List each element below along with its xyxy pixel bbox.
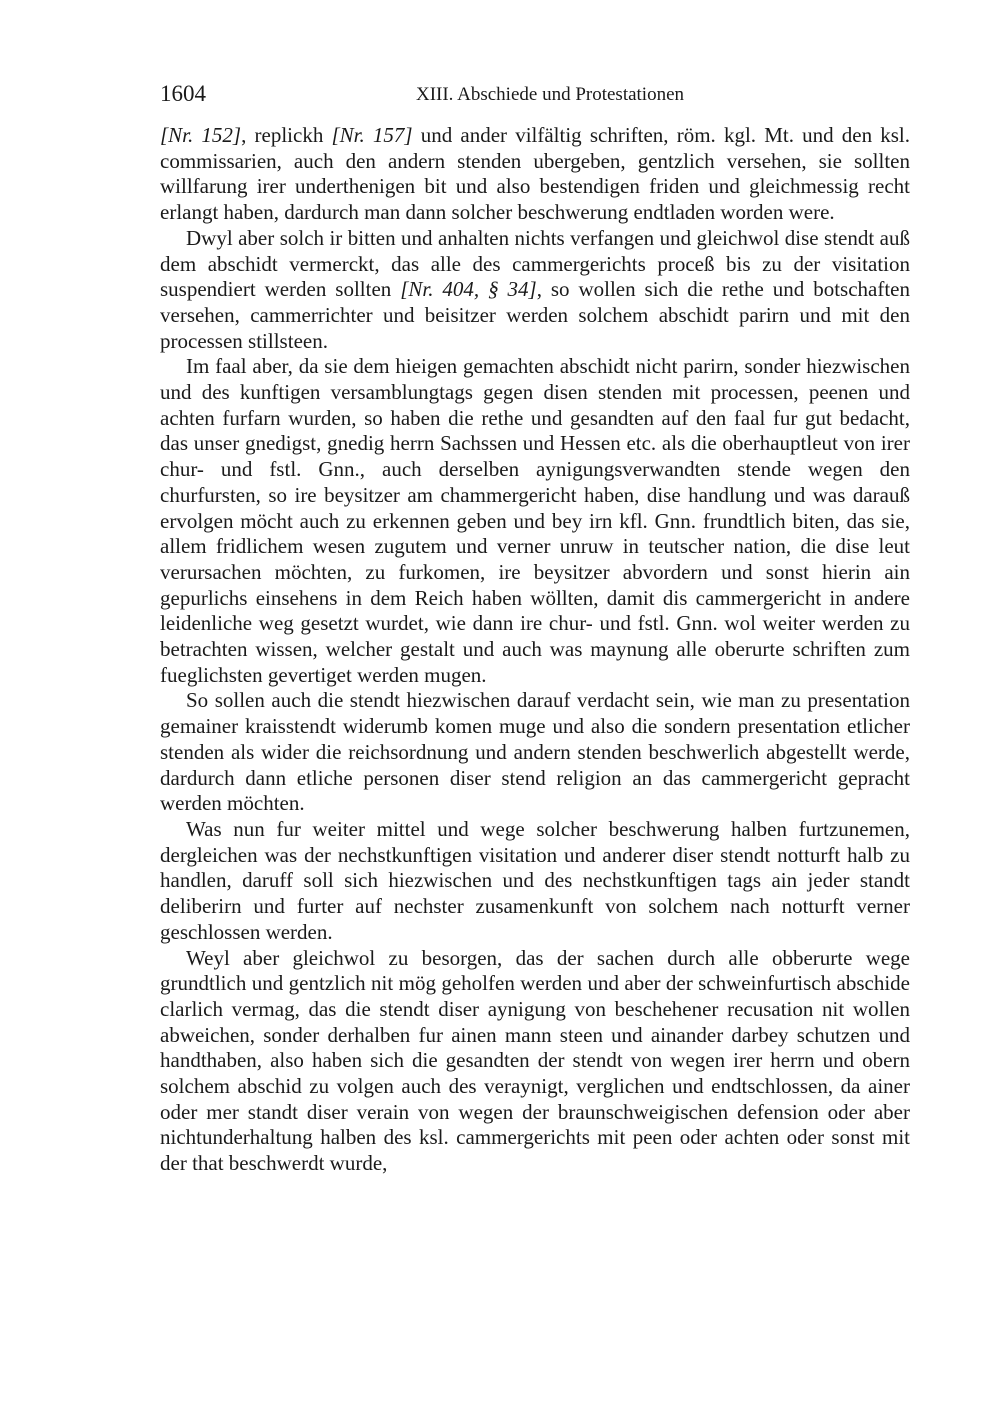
paragraph-2-text-b: , so wollen sich die rethe und botschaften versehen, cammerrichter und beisitzer werden solchem abschidt parirn und mit den processen stillsteen. — [160, 277, 910, 353]
reference-nr-152: [Nr. 152] — [160, 123, 242, 147]
paragraph-1 — [160, 123, 910, 226]
paragraph-4: So sollen auch die stendt hiezwischen darauf verdacht sein, wie man zu presentation gemainer kraisstendt widerumb komen muge und also die sondern presentation etlicher stenden als wider die reichsordnung und andern stenden beschwerlich abgestellt werde, dardurch dann etliche personen diser stend religion an das cammergericht gepracht werden möchten. — [160, 688, 910, 816]
paragraph-3: Im faal aber, da sie dem hieigen gemachten abschidt nicht parirn, sonder hiezwischen und des kunftigen versamblungtags gegen disen stenden mit processen, peenen und achten furfarn wurden, so haben die rethe und gesandten auf den faal fur gut bedacht, das unser gnedigst, gnedig herrn Sachssen und Hessen etc. als die oberhauptleut von irer chur- und fstl. Gnn., auch derselben aynigungsverwandten stende wegen den churfursten, so ire beysitzer am chammergericht haben, dise handlung und was darauß ervolgen möcht auch zu erkennen geben und bey irn kfl. Gnn. frundtlich biten, das sie, allem fridlichem wesen zugutem und verner unruw in teutscher nation, die dise leut verursachen möchten, zu furkomen, ire beysitzer abvordern und sonst hierin ain gepurlichs einsehens in dem Reich haben wöllten, damit dis cammergericht in andere leidenliche weg gesetzt wurdet, wie dann ire chur- und fstl. Gnn. wol weiter werden zu betrachten wissen, welcher gestalt und auch was maynung alle oberurte schriften zum fueglichsten gevertiget werden mugen. — [160, 354, 910, 687]
page-number: 1604 — [160, 81, 206, 106]
paragraph-2-text-a: Dwyl aber solch ir bitten und anhalten nichts verfangen und gleichwol dise stendt auß dem abschidt vermerckt, das alle des cammergerichts proceß bis zu der visitation suspendiert werden sollten — [160, 225, 910, 302]
reference-nr-404: [Nr. 404, § 34] — [400, 277, 537, 302]
page-header — [160, 80, 910, 110]
paragraph-5: Was nun fur weiter mittel und wege solcher beschwerung halben furtzunemen, dergleichen was der nechstkunftigen visitation und anderer diser stendt notturft halb zu handlen, daruff soll sich hiezwischen und des nechstkunftigen tags ain jeder standt deliberirn und furter auf nechster zusamenkunft von solchem nach notturft verner geschlossen werden. — [160, 816, 910, 944]
paragraph-6: Weyl aber gleichwol zu besorgen, das der sachen durch alle obberurte wege grundtlich und gentzlich nit mög geholfen werden und aber der schweinfurtisch abschide clarlich vermag, das die stendt diser aynigung von beschehener recusation nit wollen abweichen, sonder derhalben fur ainen mann steen und ainander darbey schutzen und handthaben, also haben sich die gesandten der stendt von wegen irer herrn und obern solchem abschid zu volgen auch des veraynigt, verglichen und endtschlossen, da ainer oder mer standt diser verain von wegen der braunschweigischen defension oder aber nichtunderhaltung halben des ksl. cammergerichts mit peen oder achten oder sonst mit der that beschwerdt wurde, — [160, 945, 910, 1176]
body-text — [160, 123, 910, 1177]
paragraph-1-text-b: und ander vilfältig schriften, röm. kgl. Mt. und den ksl. commissarien, auch den andern stenden ubergeben, gentzlich versehen, sie sollten willfarung irer underthenigen bit und also bestendigen friden und gleichmessig recht erlangt haben, dardurch man dann solcher beschwerung endtladen worden were. — [160, 123, 910, 225]
running-title: XIII. Abschiede und Protestationen — [415, 84, 685, 105]
paragraph-1-text-a: , replickh — [241, 123, 332, 147]
reference-nr-157: [Nr. 157] — [331, 123, 413, 147]
paragraph-2 — [160, 226, 910, 355]
